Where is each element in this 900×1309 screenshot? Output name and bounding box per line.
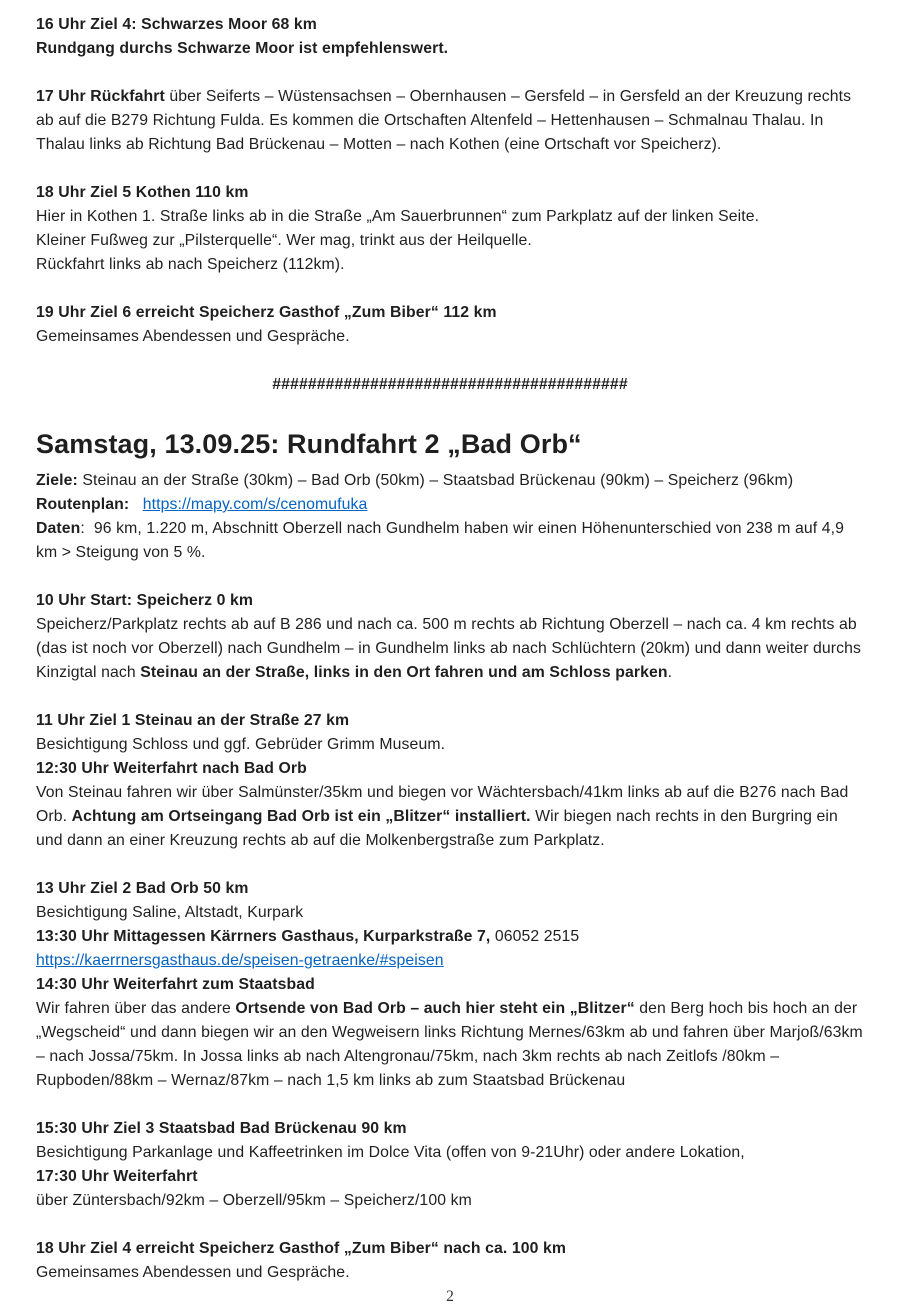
text-run: Wir biegen nach rechts in den Burgring ein und dann an einer Kreuzung rechts ab auf die Molkenbergstraße zum Parkplatz. (36, 808, 838, 849)
text-run: Ziele: (36, 472, 83, 489)
paragraph (36, 469, 864, 493)
text-run: Hier in Kothen 1. Straße links ab in die Straße „Am Sauerbrunnen“ zum Parkplatz auf der linken Seite. (36, 208, 760, 225)
paragraph (36, 181, 864, 205)
text-run: Steinau an der Straße, links in den Ort fahren und am Schloss parken (140, 664, 668, 681)
text-run: 18 Uhr Ziel 4 erreicht Speicherz Gasthof „Zum Biber“ nach ca. 100 km (36, 1240, 567, 1257)
paragraph (36, 37, 864, 61)
paragraph (36, 709, 864, 733)
blank-line (36, 277, 864, 301)
paragraph (36, 997, 864, 1093)
text-run: 12:30 Uhr Weiterfahrt nach Bad Orb (36, 760, 307, 777)
text-run: 18 Uhr Ziel 5 Kothen 110 km (36, 184, 249, 201)
blank-line (36, 157, 864, 181)
text-run: Daten (36, 520, 81, 537)
text-run: . (667, 664, 673, 681)
text-run: 15:30 Uhr Ziel 3 Staatsbad Bad Brückenau 90 km (36, 1120, 407, 1137)
paragraph (36, 1165, 864, 1189)
document-body (36, 13, 864, 1285)
text-run: ######################################## (272, 376, 628, 393)
text-run: 16 Uhr Ziel 4: Schwarzes Moor 68 km (36, 16, 317, 33)
text-run: Ortsende von Bad Orb – auch hier steht ein „Blitzer“ (235, 1000, 640, 1017)
text-run: 06052 2515 (494, 928, 580, 945)
text-run: Gemeinsames Abendessen und Gespräche. (36, 328, 350, 345)
text-run: Besichtigung Parkanlage und Kaffeetrinken im Dolce Vita (offen von 9-21Uhr) oder andere Lokation, (36, 1144, 745, 1161)
paragraph (36, 877, 864, 901)
text-run: den Berg hoch bis hoch an der „Wegscheid“ und dann biegen wir an den Wegweisern links Richtung Mernes/63km ab und fahren über Marjoß/63km – nach Jossa/75km. In Jossa links ab nach Altengronau/75km, nach 3km rechts ab nach Zeitlofs /80km – Rupboden/88km – Wernaz/87km – nach 1,5 km links ab zum Staatsbad Brückenau (36, 1000, 863, 1089)
blank-line (36, 565, 864, 589)
text-run: Routenplan: (36, 496, 143, 513)
paragraph (36, 301, 864, 325)
text-run: Rückfahrt links ab nach Speicherz (112km). (36, 256, 345, 273)
text-run: über Seiferts – Wüstensachsen – Obernhausen – Gersfeld – in Gersfeld an der Kreuzung rechts ab auf die B279 Richtung Fulda. Es kommen die Ortschaften Altenfeld – Hettenhausen – Schmalnau Thalau. In Thalau links ab Richtung Bad Brückenau – Motten – nach Kothen (eine Ortschaft vor Speicherz). (36, 88, 852, 153)
paragraph (36, 325, 864, 349)
text-run: 13 Uhr Ziel 2 Bad Orb 50 km (36, 880, 249, 897)
paragraph (36, 493, 864, 517)
gasthaus-menu-link[interactable]: https://kaerrnersgasthaus.de/speisen-getraenke/#speisen (36, 952, 444, 969)
text-run: Speicherz/Parkplatz rechts ab auf B 286 und nach ca. 500 m rechts ab Richtung Oberzell – nach ca. 4 km rechts ab (das ist noch vor Oberzell) nach Gundhelm – in Gundhelm links ab nach Schlüchtern (20km) und dann weiter durchs Kinzigtal nach (36, 616, 862, 681)
text-run: Steinau an der Straße (30km) – Bad Orb (50km) – Staatsbad Brückenau (90km) – Speicherz (96km) (82, 472, 794, 489)
blank-line (36, 61, 864, 85)
blank-line (36, 1213, 864, 1237)
text-run: Rundgang durchs Schwarze Moor ist empfehlenswert. (36, 40, 449, 57)
text-run: 19 Uhr Ziel 6 erreicht Speicherz Gasthof „Zum Biber“ 112 km (36, 304, 497, 321)
paragraph (36, 1189, 864, 1213)
hash-separator (36, 373, 864, 397)
paragraph (36, 757, 864, 781)
paragraph (36, 1117, 864, 1141)
blank-line (36, 397, 864, 421)
paragraph (36, 229, 864, 253)
blank-line (36, 349, 864, 373)
text-run: Wir fahren über das andere (36, 1000, 236, 1017)
section-heading (36, 421, 864, 469)
paragraph (36, 253, 864, 277)
text-run: 14:30 Uhr Weiterfahrt zum Staatsbad (36, 976, 315, 993)
text-run: 10 Uhr Start: Speicherz 0 km (36, 592, 254, 609)
paragraph (36, 781, 864, 853)
text-run: Kleiner Fußweg zur „Pilsterquelle“. Wer mag, trinkt aus der Heilquelle. (36, 232, 532, 249)
text-run: Besichtigung Saline, Altstadt, Kurpark (36, 904, 304, 921)
text-run: 17:30 Uhr Weiterfahrt (36, 1168, 198, 1185)
blank-line (36, 685, 864, 709)
text-run: Von Steinau fahren wir über Salmünster/35km und biegen vor Wächtersbach/41km links ab auf die B276 nach Bad Orb. (36, 784, 849, 825)
text-run: Gemeinsames Abendessen und Gespräche. (36, 1264, 350, 1281)
paragraph (36, 973, 864, 997)
text-run: 11 Uhr Ziel 1 Steinau an der Straße 27 km (36, 712, 350, 729)
paragraph (36, 517, 864, 565)
paragraph (36, 1237, 864, 1261)
text-run: 13:30 Uhr Mittagessen Kärrners Gasthaus, Kurparkstraße 7, (36, 928, 495, 945)
paragraph (36, 589, 864, 613)
mapy-route-link[interactable]: https://mapy.com/s/cenomufuka (142, 496, 368, 513)
text-run: 17 Uhr Rückfahrt (36, 88, 170, 105)
paragraph (36, 901, 864, 925)
text-run: Achtung am Ortseingang Bad Orb ist ein „Blitzer“ installiert. (71, 808, 536, 825)
blank-line (36, 853, 864, 877)
blank-line (36, 1093, 864, 1117)
paragraph (36, 733, 864, 757)
text-run: Samstag, 13.09.25: Rundfahrt 2 „Bad Orb“ (36, 429, 582, 459)
text-run: : 96 km, 1.220 m, Abschnitt Oberzell nach Gundhelm haben wir einen Höhenunterschied von 238 m auf 4,9 km > Steigung von 5 %. (36, 520, 845, 561)
paragraph (36, 949, 864, 973)
text-run: Besichtigung Schloss und ggf. Gebrüder Grimm Museum. (36, 736, 446, 753)
paragraph (36, 13, 864, 37)
text-run: über Züntersbach/92km – Oberzell/95km – Speicherz/100 km (36, 1192, 472, 1209)
paragraph (36, 613, 864, 685)
paragraph (36, 1141, 864, 1165)
page-number: 2 (446, 1288, 454, 1305)
paragraph (36, 925, 864, 949)
paragraph (36, 1261, 864, 1285)
paragraph (36, 85, 864, 157)
paragraph (36, 205, 864, 229)
